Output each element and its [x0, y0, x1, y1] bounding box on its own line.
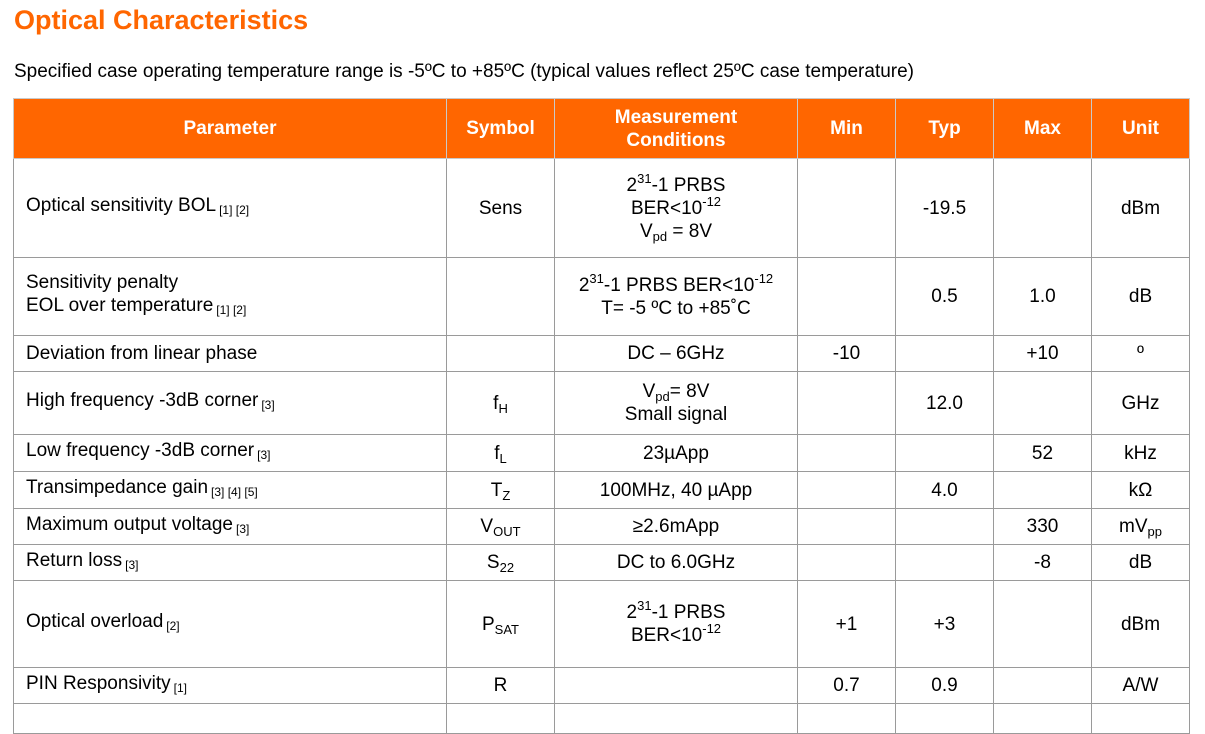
parameter-cell — [14, 668, 447, 704]
unit-cell: A/W — [1092, 668, 1190, 704]
table-row — [14, 372, 1190, 435]
max-cell: 1.0 — [994, 258, 1092, 336]
typ-cell — [896, 435, 994, 472]
max-cell — [994, 668, 1092, 704]
parameter-text: Low frequency -3dB corner — [26, 440, 255, 461]
typ-cell: 0.9 — [896, 668, 994, 704]
conditions-cell: 23µApp — [555, 435, 798, 472]
condition-text: BER<10 — [630, 625, 703, 646]
typ-cell: 4.0 — [896, 472, 994, 509]
symbol-cell — [447, 372, 555, 435]
unit-cell: dBm — [1092, 159, 1190, 258]
footnote-refs: [3] — [257, 448, 271, 462]
footnote-refs: [3] — [125, 557, 139, 572]
condition-text: 2 — [578, 274, 590, 296]
max-cell — [994, 704, 1092, 734]
temperature-note: Specified case operating temperature range is -5ºC to +85ºC (typical values reflect 25ºC case temperature) — [14, 61, 915, 82]
footnote-refs: [1] [2] — [219, 203, 250, 217]
conditions-cell — [555, 258, 798, 336]
table-row — [14, 545, 1190, 581]
parameter-cell — [14, 372, 447, 435]
table-row — [14, 159, 1190, 258]
table-row — [14, 668, 1190, 704]
optical-characteristics-table — [13, 98, 1190, 734]
header-typ: Typ — [896, 99, 994, 159]
min-cell — [798, 545, 896, 581]
parameter-cell — [14, 472, 447, 509]
parameter-cell — [14, 581, 447, 668]
max-cell — [994, 581, 1092, 668]
superscript: 31 — [589, 270, 604, 286]
subscript: OUT — [493, 524, 521, 539]
header-min: Min — [798, 99, 896, 159]
symbol-cell — [447, 435, 555, 472]
footnote-refs: [3] — [236, 521, 250, 536]
conditions-cell: ≥2.6mApp — [555, 509, 798, 545]
condition-text: -1 PRBS BER<10 — [603, 274, 755, 296]
conditions-cell: DC – 6GHz — [555, 336, 798, 372]
typ-cell: -19.5 — [896, 159, 994, 258]
symbol-cell — [447, 581, 555, 668]
condition-text: = 8V — [669, 381, 710, 402]
parameter-cell — [14, 509, 447, 545]
parameter-cell — [14, 545, 447, 581]
condition-line: T= -5 ºC to +85˚C — [601, 297, 751, 319]
page-title: Optical Characteristics — [14, 5, 309, 35]
max-cell: 330 — [994, 509, 1092, 545]
subscript: Z — [502, 487, 511, 503]
table-row — [14, 509, 1190, 545]
unit-cell: dBm — [1092, 581, 1190, 668]
header-symbol: Symbol — [447, 99, 555, 159]
conditions-cell — [555, 668, 798, 704]
subscript: pd — [655, 389, 670, 404]
condition-text: V — [642, 381, 656, 402]
min-cell: -10 — [798, 336, 896, 372]
subscript: pd — [652, 228, 668, 244]
footnote-refs: [2] — [166, 619, 180, 633]
parameter-text: Sensitivity penalty — [26, 272, 179, 293]
symbol-text: T — [490, 479, 503, 501]
subscript: L — [499, 450, 507, 466]
condition-text: -1 PRBS — [651, 602, 726, 623]
header-conditions-line1: Measurement — [614, 106, 738, 128]
subscript: SAT — [494, 621, 519, 637]
unit-cell — [1092, 509, 1190, 545]
parameter-cell — [14, 435, 447, 472]
min-cell: 0.7 — [798, 668, 896, 704]
parameter-text: Deviation from linear phase — [26, 343, 258, 364]
superscript: -12 — [754, 270, 774, 286]
max-cell: 52 — [994, 435, 1092, 472]
table-row — [14, 336, 1190, 372]
subscript: 22 — [499, 560, 515, 575]
min-cell — [798, 258, 896, 336]
conditions-cell: DC to 6.0GHz — [555, 545, 798, 581]
symbol-cell — [447, 472, 555, 509]
max-cell — [994, 159, 1092, 258]
symbol-cell: R — [447, 668, 555, 704]
min-cell — [798, 159, 896, 258]
conditions-cell — [555, 704, 798, 734]
subscript: H — [498, 400, 508, 416]
condition-text: -1 PRBS — [651, 174, 726, 196]
symbol-text: f — [493, 392, 499, 414]
parameter-cell — [14, 336, 447, 372]
max-cell — [994, 472, 1092, 509]
table-header-row — [14, 99, 1190, 159]
min-cell — [798, 704, 896, 734]
table-row — [14, 472, 1190, 509]
condition-line — [555, 193, 797, 220]
footnote-refs: [3] [4] [5] — [211, 485, 258, 499]
typ-cell: +3 — [896, 581, 994, 668]
header-parameter: Parameter — [14, 99, 447, 159]
condition-line — [555, 621, 797, 647]
min-cell — [798, 509, 896, 545]
max-cell: +10 — [994, 336, 1092, 372]
unit-cell: GHz — [1092, 372, 1190, 435]
conditions-cell — [555, 581, 798, 668]
unit-cell: kΩ — [1092, 472, 1190, 509]
condition-line: Small signal — [624, 404, 728, 425]
header-conditions — [555, 99, 798, 159]
condition-text: V — [639, 220, 653, 242]
parameter-text: EOL over temperature — [26, 295, 214, 316]
parameter-cell — [14, 704, 447, 734]
parameter-text: PIN Responsivity — [26, 672, 171, 694]
parameter-text: Maximum output voltage — [26, 513, 233, 535]
parameter-text-line2 — [26, 294, 446, 322]
max-cell: -8 — [994, 545, 1092, 581]
symbol-text: P — [481, 613, 495, 635]
typ-cell — [896, 336, 994, 372]
symbol-cell — [447, 545, 555, 581]
parameter-cell — [14, 159, 447, 258]
unit-cell: kHz — [1092, 435, 1190, 472]
table-row — [14, 435, 1190, 472]
condition-line — [555, 598, 797, 624]
symbol-cell — [447, 509, 555, 545]
min-cell: +1 — [798, 581, 896, 668]
parameter-text: High frequency -3dB corner — [26, 390, 259, 411]
header-max: Max — [994, 99, 1092, 159]
header-unit: Unit — [1092, 99, 1190, 159]
symbol-text: V — [480, 516, 494, 537]
typ-cell: 0.5 — [896, 258, 994, 336]
parameter-cell — [14, 258, 447, 336]
condition-line — [555, 170, 797, 197]
condition-line — [555, 270, 797, 297]
parameter-text: Return loss — [26, 549, 123, 571]
subscript: pp — [1147, 524, 1162, 539]
condition-text: 2 — [626, 602, 638, 623]
conditions-cell — [555, 159, 798, 258]
symbol-cell — [447, 336, 555, 372]
superscript: -12 — [702, 193, 722, 209]
typ-cell: 12.0 — [896, 372, 994, 435]
condition-text: BER<10 — [630, 197, 703, 219]
table-row — [14, 581, 1190, 668]
footnote-refs: [1] [2] — [216, 303, 247, 317]
typ-cell — [896, 509, 994, 545]
parameter-text: Optical overload — [26, 611, 164, 632]
conditions-cell — [555, 372, 798, 435]
min-cell — [798, 435, 896, 472]
condition-text: = 8V — [667, 220, 713, 242]
footnote-refs: [3] — [261, 398, 275, 412]
table-row-partial — [14, 704, 1190, 734]
symbol-text: S — [486, 552, 500, 573]
superscript: 31 — [637, 598, 652, 613]
condition-text: 2 — [626, 174, 638, 196]
symbol-cell — [447, 258, 555, 336]
superscript: 31 — [637, 170, 652, 186]
symbol-text: f — [494, 442, 500, 464]
unit-cell: dB — [1092, 545, 1190, 581]
min-cell — [798, 372, 896, 435]
unit-cell: dB — [1092, 258, 1190, 336]
footnote-refs: [1] — [173, 680, 188, 695]
header-conditions-line2: Conditions — [626, 129, 726, 151]
symbol-cell — [447, 704, 555, 734]
condition-line — [555, 220, 797, 243]
superscript: -12 — [702, 621, 722, 636]
unit-cell: º — [1092, 336, 1190, 372]
table-row — [14, 258, 1190, 336]
conditions-cell: 100MHz, 40 µApp — [555, 472, 798, 509]
symbol-cell: Sens — [447, 159, 555, 258]
unit-text: mV — [1119, 516, 1148, 537]
typ-cell — [896, 704, 994, 734]
max-cell — [994, 372, 1092, 435]
min-cell — [798, 472, 896, 509]
typ-cell — [896, 545, 994, 581]
parameter-text: Optical sensitivity BOL — [26, 195, 217, 216]
parameter-text: Transimpedance gain — [26, 477, 209, 498]
unit-cell — [1092, 704, 1190, 734]
condition-line — [555, 380, 797, 403]
